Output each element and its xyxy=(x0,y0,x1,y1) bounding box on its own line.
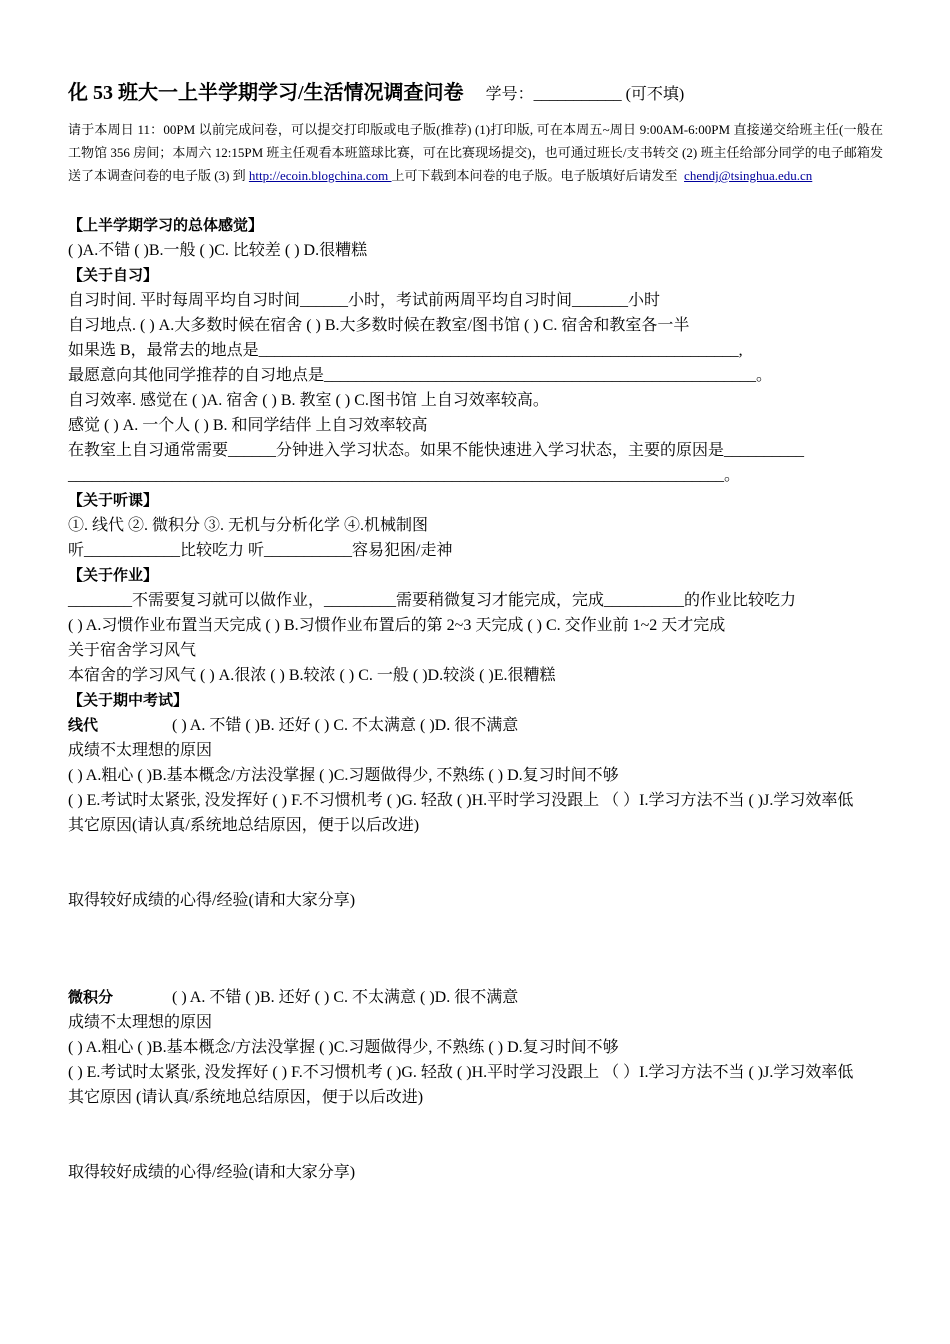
lecture-difficulty: 听____________比较吃力 听___________容易犯困/走神 xyxy=(68,542,453,559)
section-heading-homework: 【关于作业】 xyxy=(68,566,159,584)
intro-text-2: 上可下载到本问卷的电子版。电子版填好后请发至 xyxy=(391,168,681,183)
self-study-time: 自习时间. 平时每周平均自习时间______小时，考试前两周平均自习时间_______小时 xyxy=(68,292,661,309)
dorm-atmosphere-label: 关于宿舍学习风气 xyxy=(68,642,197,659)
exam-reason-label: 成绩不太理想的原因 xyxy=(68,742,213,759)
intro-paragraph xyxy=(68,118,883,187)
title-row xyxy=(68,78,883,110)
exam-reason-options-2: ( ) E.考试时太紧张, 没发挥好 ( ) F.不习惯机考 ( )G. 轻敌 ( )H.平时学习没跟上 （ ）I.学习方法不当 ( )J.学习效率低 xyxy=(68,1064,854,1081)
self-study-warmup: 在教室上自习通常需要______分钟进入学习状态。如果不能快速进入学习状态，主要的原因是__________ xyxy=(68,442,805,459)
exam-other-reasons: 其它原因 (请认真/系统地总结原因，便于以后改进) xyxy=(68,1089,424,1106)
questionnaire-page xyxy=(68,78,883,1185)
intro-text-1: 请于本周日 11：00PM 以前完成问卷，可以提交打印版或电子版(推荐) (1)打印版, 可在本周五~周日 9:00AM-6:00PM 直接递交给班主任(一般在工物馆 356 房间；本周六 12:15PM 班主任观看本班篮球比赛，可在比赛现场提交)，也可通过班长/支书转交 (2) 班主任给部分同学的电子邮箱发送了本调查问卷的电子版 (3) 到 xyxy=(68,122,883,183)
exam-reason-label: 成绩不太理想的原因 xyxy=(68,1014,213,1031)
section-heading-self-study: 【关于自习】 xyxy=(68,266,159,284)
exam-reason-options-1: ( ) A.粗心 ( )B.基本概念/方法没掌握 ( )C.习题做得少, 不熟练 ( ) D.复习时间不够 xyxy=(68,1039,619,1056)
dorm-atmosphere-options: 本宿舍的学习风气 ( ) A.很浓 ( ) B.较浓 ( ) C. 一般 ( )D.较淡 ( )E.很糟糕 xyxy=(68,667,556,684)
homework-review: ________不需要复习就可以做作业，_________需要稍微复习才能完成，完成__________的作业比较吃力 xyxy=(68,592,797,609)
exam-subject-label: 微积分 xyxy=(68,988,114,1006)
exam-reason-options-1: ( ) A.粗心 ( )B.基本概念/方法没掌握 ( )C.习题做得少, 不熟练 ( ) D.复习时间不够 xyxy=(68,767,619,784)
homework-timing: ( ) A.习惯作业布置当天完成 ( ) B.习惯作业布置后的第 2~3 天完成 ( ) C. 交作业前 1~2 天才完成 xyxy=(68,617,726,634)
download-link[interactable]: http://ecoin.blogchina.com xyxy=(248,168,392,183)
student-id-field: 学号：___________ (可不填) xyxy=(485,86,685,103)
section-heading-overall: 【上半学期学习的总体感觉】 xyxy=(68,216,264,234)
self-study-reason-line: __________________________________________________________________________________。 xyxy=(68,467,740,484)
email-link[interactable]: chendj@tsinghua.edu.cn xyxy=(684,168,813,183)
self-study-place-b: 如果选 B，最常去的地点是____________________________________________________________, xyxy=(68,342,743,359)
self-study-place: 自习地点. ( ) A.大多数时候在宿舍 ( ) B.大多数时候在教室/图书馆 ( ) C. 宿舍和教室各一半 xyxy=(68,317,690,334)
exam-other-reasons: 其它原因(请认真/系统地总结原因，便于以后改进) xyxy=(68,817,420,834)
self-study-recommend: 最愿意向其他同学推荐的自习地点是______________________________________________________。 xyxy=(68,367,773,384)
exam-experience-share: 取得较好成绩的心得/经验(请和大家分享) xyxy=(68,892,356,909)
overall-options: ( )A.不错 ( )B.一般 ( )C. 比较差 ( ) D.很糟糕 xyxy=(68,242,368,259)
course-list: ①. 线代 ②. 微积分 ③. 无机与分析化学 ④.机械制图 xyxy=(68,517,429,534)
exam-calculus-rating xyxy=(68,985,883,1010)
exam-reason-options-2: ( ) E.考试时太紧张, 没发挥好 ( ) F.不习惯机考 ( )G. 轻敌 ( )H.平时学习没跟上 （ ）I.学习方法不当 ( )J.学习效率低 xyxy=(68,792,854,809)
page-title: 化 53 班大一上半学期学习/生活情况调查问卷 xyxy=(68,82,464,104)
section-heading-lectures: 【关于听课】 xyxy=(68,491,159,509)
exam-rating-options: ( ) A. 不错 ( )B. 还好 ( ) C. 不太满意 ( )D. 很不满意 xyxy=(172,989,519,1006)
self-study-efficiency-place: 自习效率. 感觉在 ( )A. 宿舍 ( ) B. 教室 ( ) C.图书馆 上自习效率较高。 xyxy=(68,392,549,409)
exam-subject-label: 线代 xyxy=(68,716,99,734)
section-heading-midterm: 【关于期中考试】 xyxy=(68,691,189,709)
exam-experience-share: 取得较好成绩的心得/经验(请和大家分享) xyxy=(68,1164,356,1181)
self-study-efficiency-company: 感觉 ( ) A. 一个人 ( ) B. 和同学结伴 上自习效率较高 xyxy=(68,417,428,434)
exam-rating-options: ( ) A. 不错 ( )B. 还好 ( ) C. 不太满意 ( )D. 很不满意 xyxy=(172,717,519,734)
exam-linear-algebra-rating xyxy=(68,713,883,738)
